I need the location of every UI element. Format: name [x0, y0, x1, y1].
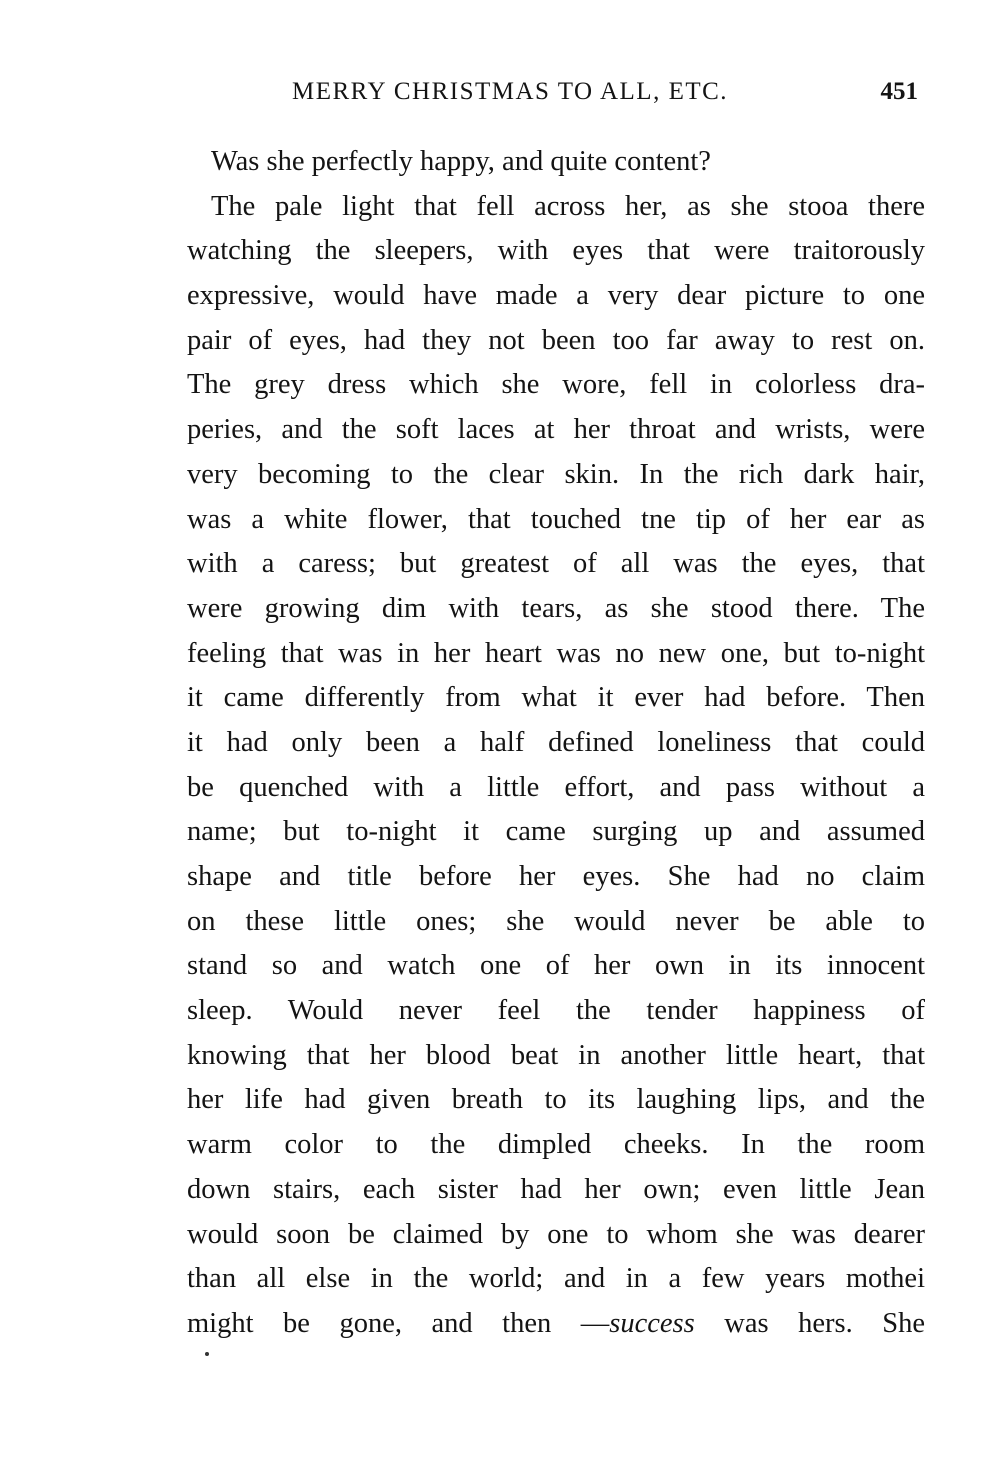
italic-word: success: [609, 1307, 695, 1339]
text-line: knowing that her blood beat in another little heart, that: [187, 1039, 925, 1071]
text-line: down stairs, each sister had her own; even little Jean: [187, 1173, 925, 1205]
text-line: be quenched with a little effort, and pass without a: [187, 771, 925, 803]
text-line: it came differently from what it ever had before. Then: [187, 682, 925, 714]
text-line: shape and title before her eyes. She had no claim: [187, 861, 925, 892]
text-line: than all else in the world; and in a few years mothei: [187, 1263, 925, 1295]
text-line: would soon be claimed by one to whom she was dearer: [187, 1218, 925, 1250]
text-line: stand so and watch one of her own in its innocent: [187, 950, 925, 982]
text-line: watching the sleepers, with eyes that were traitorously: [187, 235, 925, 267]
text-line: was a white flower, that touched tne tip of her ear as: [187, 503, 925, 535]
text-line: warm color to the dimpled cheeks. In the room: [187, 1129, 925, 1161]
running-title: MERRY CHRISTMAS TO ALL, ETC.: [292, 78, 729, 105]
text-line: sleep. Would never feel the tender happiness of: [187, 995, 925, 1027]
text-line: pair of eyes, had they not been too far away to rest on.: [187, 324, 925, 356]
page-number: 451: [880, 78, 918, 105]
text-line: very becoming to the clear skin. In the rich dark hair,: [187, 458, 925, 490]
text-line: were growing dim with tears, as she stood there. The: [187, 592, 925, 624]
text-line: Was she perfectly happy, and quite content?: [211, 146, 711, 177]
text-line: The grey dress which she wore, fell in colorless dra-: [187, 369, 925, 401]
text-line: on these little ones; she would never be able to: [187, 905, 925, 937]
body-text: [187, 140, 925, 1347]
text-line: her life had given breath to its laughing lips, and the: [187, 1084, 925, 1116]
text-fragment: might be gone, and then —: [187, 1307, 610, 1339]
text-line: name; but to-night it came surging up and assumed: [187, 816, 925, 848]
text-line: with a caress; but greatest of all was the eyes, that: [187, 548, 925, 580]
ink-speck: [205, 1352, 209, 1356]
text-fragment: was hers. She: [694, 1307, 925, 1339]
text-line: expressive, would have made a very dear picture to one: [187, 280, 925, 312]
text-line: feeling that was in her heart was no new one, but to-night: [187, 637, 925, 669]
running-head: [180, 74, 920, 114]
text-line: it had only been a half defined loneliness that could: [187, 726, 925, 758]
text-line-last: [187, 1302, 925, 1347]
text-line: peries, and the soft laces at her throat and wrists, were: [187, 414, 925, 446]
text-line: The pale light that fell across her, as she stooa there: [211, 190, 925, 222]
